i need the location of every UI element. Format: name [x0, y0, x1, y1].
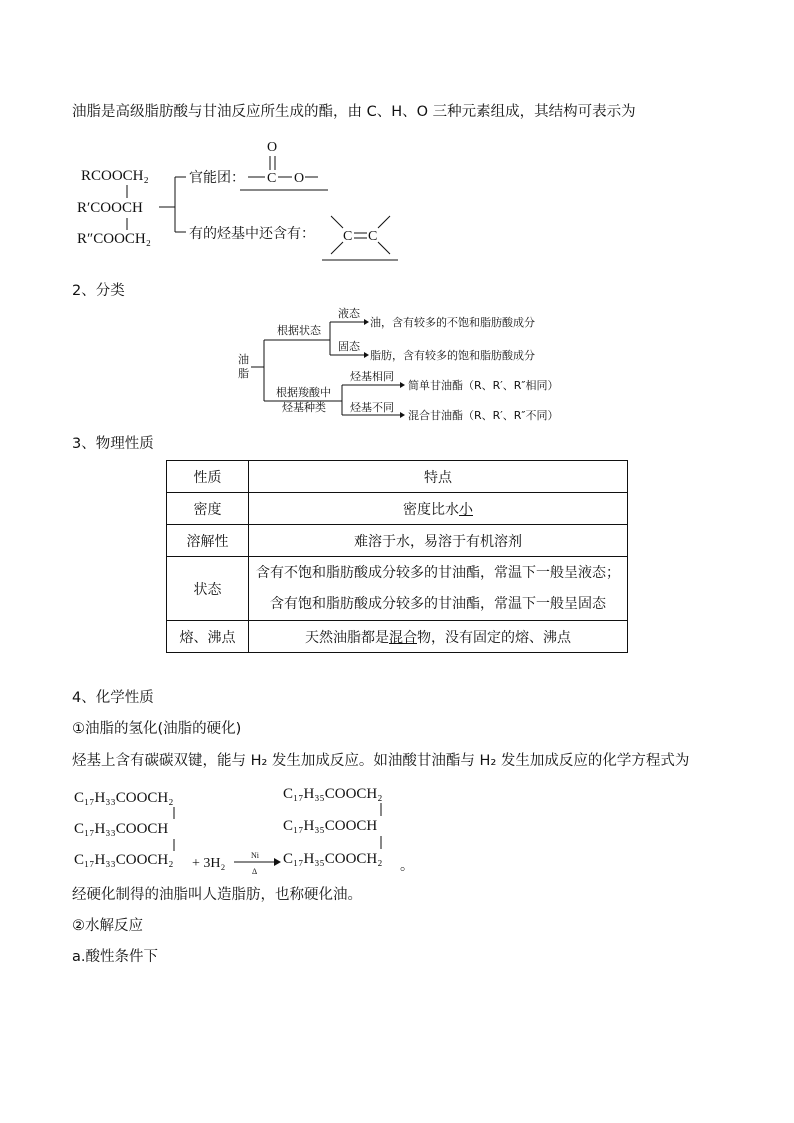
tree-arrowhead-1: [364, 319, 369, 325]
row-density-value: [249, 493, 628, 525]
section4-sub2: ②水解反应: [72, 918, 143, 934]
structure-row-2: R′COOCH: [77, 200, 143, 216]
eq-left-row-2: C₁₇H₃₃COOCH: [74, 821, 169, 837]
section4-after-equation: 经硬化制得的油脂叫人造脂肪，也称硬化油。: [72, 887, 362, 903]
tree-branch1-b-cond: 固态: [338, 340, 360, 353]
structure-row-3: R″COOCH₂: [77, 231, 151, 247]
physical-properties-table: [166, 460, 628, 653]
cc-bond-ul: [331, 216, 343, 228]
table-row: [167, 525, 628, 557]
eq-right-row-3: C₁₇H₃₅COOCH₂: [283, 851, 383, 867]
row-mp-prefix: 天然油脂都是: [305, 629, 389, 646]
eq-arrowhead: [274, 858, 281, 866]
eq-left-row-3: C₁₇H₃₃COOCH₂: [74, 852, 174, 868]
hydrogenation-equation: [0, 778, 794, 878]
hydrocarbon-label: 有的烃基中还含有：: [189, 226, 315, 242]
tree-arrowhead-2: [364, 352, 369, 358]
intro-text: 油脂是高级脂肪酸与甘油反应所生成的酯，由 C、H、O 三种元素组成，其结构可表示为: [72, 104, 636, 120]
table-row: [167, 493, 628, 525]
row-mp-value: [249, 621, 628, 653]
row-state-value-1: 含有不饱和脂肪酸成分较多的甘油酯，常温下一般呈液态；: [256, 564, 620, 581]
functional-group-label: 官能团：: [189, 170, 245, 186]
row-solubility-label: 溶解性: [167, 525, 249, 557]
cc-carbon-2: C: [368, 229, 378, 244]
cc-bond-dl: [331, 242, 343, 254]
tree-branch1-b-result: 脂肪，含有较多的饱和脂肪酸成分: [370, 349, 535, 362]
eq-condition: Δ: [252, 867, 258, 876]
row-density-label: 密度: [167, 493, 249, 525]
tree-branch2-b-cond: 烃基不同: [350, 401, 394, 414]
row-density-value-prefix: 密度比水: [403, 501, 459, 518]
row-density-value-answer: 小: [459, 501, 473, 518]
functional-o-right: O: [294, 171, 305, 186]
tree-arrowhead-3: [400, 382, 405, 388]
functional-o-top: O: [267, 140, 278, 155]
row-state-label: 状态: [167, 557, 249, 621]
table-header-property: 性质: [167, 461, 249, 493]
row-state-value-2: 含有饱和脂肪酸成分较多的甘油酯，常温下一般呈固态: [270, 595, 606, 612]
cc-bond-ur: [378, 216, 390, 228]
row-mp-label: 熔、沸点: [167, 621, 249, 653]
section4-sub1-text: 烃基上含有碳碳双键，能与 H₂ 发生加成反应。如油酸甘油酯与 H₂ 发生加成反应的化学方程式为: [72, 753, 690, 769]
tree-branch2-label-2: 烃基种类: [282, 401, 326, 414]
section3-heading: 3、物理性质: [72, 436, 154, 452]
section4-sub1: ①油脂的氢化(油脂的硬化): [72, 721, 242, 737]
table-header-row: [167, 461, 628, 493]
structure-row-1: RCOOCH₂: [81, 168, 149, 184]
eq-right-row-2: C₁₇H₃₅COOCH: [283, 818, 378, 834]
eq-catalyst: Ni: [251, 851, 259, 860]
row-mp-answer: 混合: [389, 629, 417, 646]
row-mp-suffix: 物，没有固定的熔、沸点: [417, 629, 571, 646]
section4-sub2a: a.酸性条件下: [72, 949, 158, 965]
cc-carbon-1: C: [343, 229, 353, 244]
tree-root: [238, 352, 253, 380]
tree-branch2-b-result: 混合甘油酯（R、R′、R″不同）: [408, 409, 559, 422]
section4-heading: 4、化学性质: [72, 690, 154, 706]
table-row: [167, 557, 628, 621]
eq-left-row-1: C₁₇H₃₃COOCH₂: [74, 790, 174, 806]
table-header-feature: 特点: [249, 461, 628, 493]
classification-tree: [0, 305, 794, 425]
eq-plus-hydrogen: + 3H₂: [192, 856, 226, 871]
tree-branch1-label: 根据状态: [277, 324, 321, 337]
tree-branch2-label-1: 根据羧酸中: [276, 386, 331, 399]
tree-branch2-a-cond: 烃基相同: [350, 370, 394, 383]
eq-right-row-1: C₁₇H₃₅COOCH₂: [283, 786, 383, 802]
tree-branch1-a-cond: 液态: [338, 307, 360, 320]
tree-branch1-a-result: 油，含有较多的不饱和脂肪酸成分: [370, 316, 535, 329]
section2-heading: 2、分类: [72, 283, 125, 299]
row-state-value: [249, 557, 628, 621]
cc-bond-dr: [378, 242, 390, 254]
structure-brace: [159, 177, 186, 232]
tree-arrowhead-4: [400, 412, 405, 418]
row-solubility-value: 难溶于水，易溶于有机溶剂: [249, 525, 628, 557]
table-row: [167, 621, 628, 653]
tree-root-char-1: 油: [238, 353, 249, 366]
eq-end-mark: 。: [400, 858, 414, 874]
tree-root-char-2: 脂: [238, 367, 249, 380]
tree-branch2-a-result: 简单甘油酯（R、R′、R″相同）: [408, 379, 559, 392]
functional-c: C: [267, 171, 277, 186]
